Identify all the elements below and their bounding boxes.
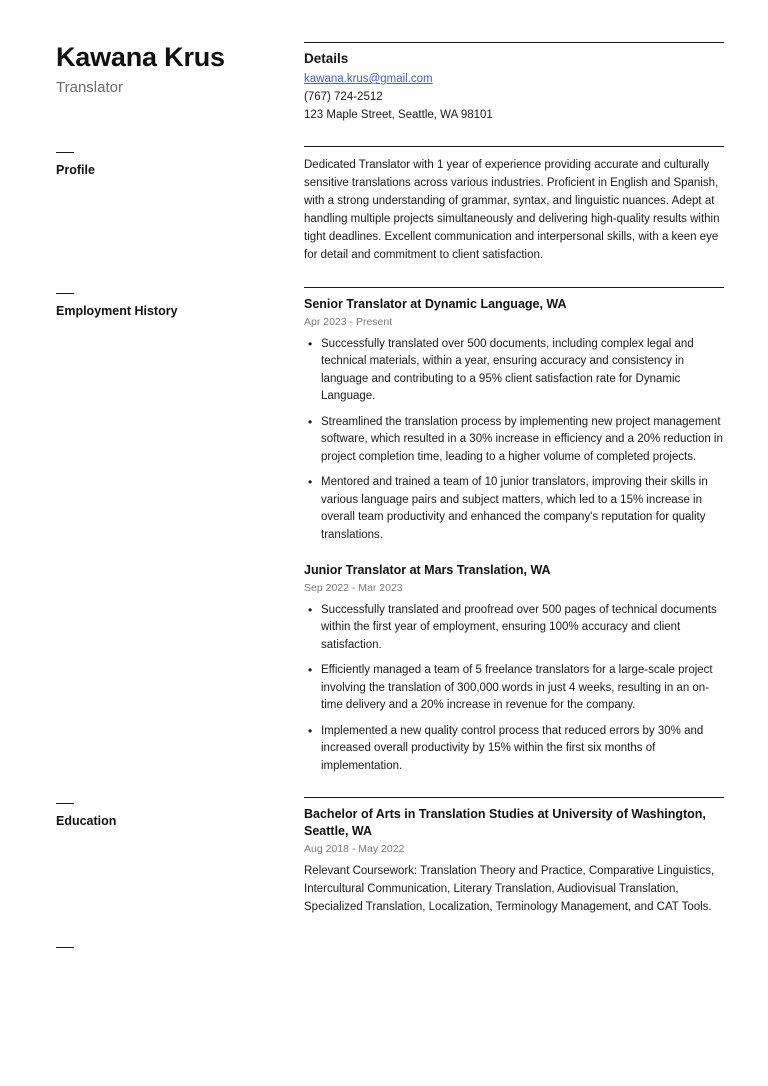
section-divider xyxy=(304,146,724,147)
profile-content xyxy=(304,146,724,265)
employment-entry xyxy=(304,296,724,544)
entry-date: Aug 2018 - May 2022 xyxy=(304,842,405,855)
list-item: • Efficiently managed a team of 5 freelance translators for a large-scale project involving the translation of 300,000 words in just 4 weeks, resulting in an on-time delivery and a 20% increase in revenue for the company. xyxy=(321,662,724,714)
list-item: • Mentored and trained a team of 10 junior translators, improving their skills in various language pairs and subject matters, which led to a 15% increase in overall team productivity and enhanced the company's reputation for quality translations. xyxy=(321,474,724,544)
entry-title: Senior Translator at Dynamic Language, WA xyxy=(304,297,567,312)
education-content xyxy=(304,797,724,917)
education-label-col xyxy=(56,797,304,830)
email-link[interactable]: kawana.krus@gmail.com xyxy=(304,73,433,85)
page-title: Kawana Krus xyxy=(56,42,225,72)
section-divider xyxy=(304,287,724,288)
education-label: Education xyxy=(56,814,117,829)
address-line: 123 Maple Street, Seattle, WA 98101 xyxy=(304,109,493,122)
profile-label-col xyxy=(56,146,304,179)
section-dash xyxy=(56,947,74,948)
contact-details xyxy=(304,70,724,124)
entry-bullets xyxy=(304,602,724,775)
employment-section xyxy=(56,287,724,775)
employment-entry xyxy=(304,562,724,775)
list-item: • Implemented a new quality control process that reduced errors by 30% and increased overall productivity by 15% within the first six months of implementation. xyxy=(321,723,724,775)
education-entry xyxy=(304,806,724,917)
list-item: • Successfully translated and proofread over 500 pages of technical documents within the first year of employment, ensuring 100% accuracy and client satisfaction. xyxy=(321,602,724,654)
list-item: • Streamlined the translation process by implementing new project management software, which resulted in a 30% increase in efficiency and a 20% reduction in project completion time, leading to a higher volume of completed projects. xyxy=(321,414,724,466)
profile-section xyxy=(56,146,724,265)
phone-line: (767) 724-2512 xyxy=(304,91,383,104)
details-heading: Details xyxy=(304,51,349,66)
next-section-content xyxy=(304,941,724,958)
section-divider xyxy=(304,42,724,43)
entry-bullets xyxy=(304,336,724,544)
profile-label: Profile xyxy=(56,163,95,178)
entry-description: Relevant Coursework: Translation Theory and Practice, Comparative Linguistics, Intercultural Communication, Literary Translation, Audiovisual Translation, Specialized Translation, Localization, Terminology Management, and CAT Tools. xyxy=(304,864,715,913)
section-divider xyxy=(304,797,724,798)
name-block xyxy=(56,42,304,96)
profile-text: Dedicated Translator with 1 year of experience providing accurate and culturally sensitive translations across various industries. Proficient in English and Spanish, with a strong understanding of grammar, syntax, and linguistic nuances. Adept at handling multiple projects simultaneously and delivering high-quality results within tight deadlines. Excellent communication and interpersonal skills, with a keen eye for detail and commitment to client satisfaction. xyxy=(304,159,720,262)
entry-date: Apr 2023 - Present xyxy=(304,315,393,328)
list-item: • Successfully translated over 500 documents, including complex legal and technical materials, within a year, ensuring accuracy and consistency in language and contributing to a 95% client satisfaction rate for Dynamic Language. xyxy=(321,336,724,406)
details-section xyxy=(304,42,724,124)
next-section-label-col xyxy=(56,941,304,958)
entry-title: Junior Translator at Mars Translation, WA xyxy=(304,563,551,578)
entry-date: Sep 2022 - Mar 2023 xyxy=(304,582,403,594)
email-line xyxy=(304,70,724,88)
job-title: Translator xyxy=(56,79,123,97)
entry-title: Bachelor of Arts in Translation Studies at University of Washington, Seattle, WA xyxy=(304,807,706,839)
education-section xyxy=(56,797,724,917)
section-dash xyxy=(56,152,74,153)
employment-label-col xyxy=(56,287,304,320)
section-dash xyxy=(56,293,74,294)
employment-content xyxy=(304,287,724,775)
resume-header xyxy=(56,42,724,124)
section-dash xyxy=(56,803,74,804)
next-section-stub xyxy=(56,941,724,958)
employment-label: Employment History xyxy=(56,304,178,319)
